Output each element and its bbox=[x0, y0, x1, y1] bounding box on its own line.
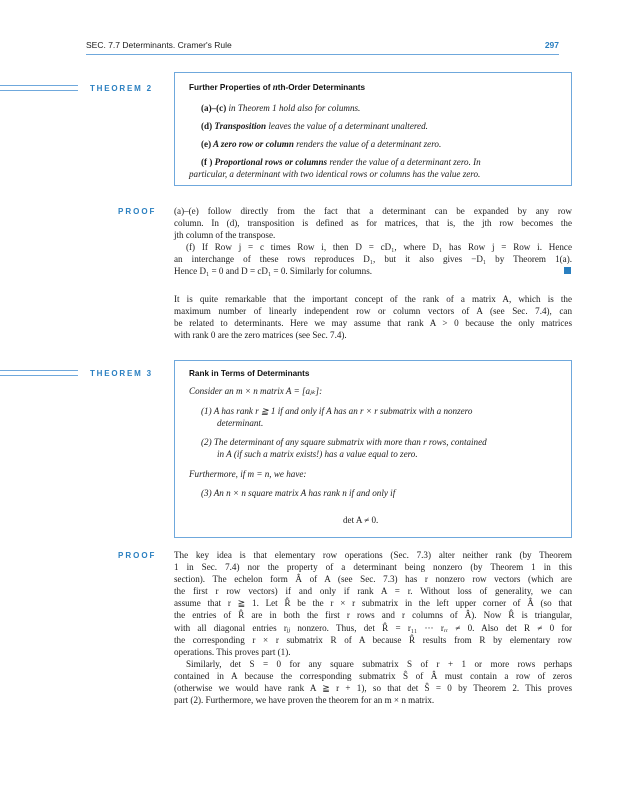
proof2-line: with all diagonal entries rⱼⱼ nonzero. Thus, det R̂ = r₁₁ ··· rᵣᵣ ≠ 0. Also det R ≠ 0 for bbox=[174, 622, 572, 633]
proof2-line: 1 in Sec. 7.4) nor the property of a determinant being nonzero (by Theorem 1 in this bbox=[174, 562, 572, 573]
theorem3-furthermore: Furthermore, if m = n, we have: bbox=[189, 469, 307, 479]
proof1-line: an interchange of these rows reproduces D₁, but it also gives −D₁ by Theorem 1(a). bbox=[174, 254, 572, 265]
theorem3-item2: (2) The determinant of any square submatrix with more than r rows, contained bbox=[201, 437, 487, 447]
proof2-line: The key idea is that elementary row operations (Sec. 7.3) alter neither rank (by Theorem bbox=[174, 550, 572, 560]
proof2-line: contained in A because the corresponding submatrix Ŝ of Â must contain a row of zeros bbox=[174, 670, 572, 681]
running-header bbox=[86, 40, 559, 54]
remark-line: It is quite remarkable that the important concept of the rank of a matrix A, which is the bbox=[174, 294, 572, 304]
theorem3-display-equation: det A ≠ 0. bbox=[343, 515, 379, 525]
theorem2-item-d: (d) Transposition leaves the value of a determinant unaltered. bbox=[201, 121, 428, 131]
proof2-text bbox=[174, 549, 572, 706]
proof1-line: column. In (d), transposition is defined as for matrices, that is, the jth row becomes the bbox=[174, 218, 572, 229]
theorem3-label: THEOREM 3 bbox=[90, 369, 153, 378]
theorem3-item2-cont: in A (if such a matrix exists!) has a value equal to zero. bbox=[217, 449, 418, 459]
theorem3-rule bbox=[0, 370, 78, 376]
remark-text bbox=[174, 293, 572, 341]
proof2-line: assume that r ≧ 1. Let R̂ be the r × r submatrix in the left upper corner of Â (so that bbox=[174, 598, 572, 609]
qed-square bbox=[564, 267, 571, 274]
proof2-line: operations. This proves part (1). bbox=[174, 646, 291, 657]
proof2-line: (otherwise we would have rank A ≧ r + 1), so that det Ŝ = 0 by Theorem 2. This proves bbox=[174, 683, 572, 694]
proof2-line: the first r row vectors) if and only if rank A = r. Without loss of generality, we can bbox=[174, 586, 572, 597]
proof1-line: (f) If Row j = c times Row i, then D = cD₁, where D₁ has Row j = Row i. Hence bbox=[186, 242, 572, 253]
theorem2-item-f: (f ) Proportional rows or columns render the value of a determinant zero. In bbox=[201, 157, 481, 167]
proof1-text bbox=[174, 205, 572, 278]
proof1-line: jth column of the transpose. bbox=[174, 230, 276, 241]
proof2-line: the entries of R̂ are in both the first r rows and r columns of Â). Now R̂ is triangular, bbox=[174, 610, 572, 621]
theorem2-title: Further Properties of nth-Order Determinants bbox=[189, 82, 366, 92]
theorem2-item-ac: (a)–(c) in Theorem 1 hold also for columns. bbox=[201, 103, 361, 113]
proof1-line: (a)–(e) follow directly from the fact that a determinant can be expanded by any row bbox=[174, 206, 572, 216]
proof2-line: section). The echelon form Â of A (see Sec. 7.3) has r nonzero row vectors (which are bbox=[174, 574, 572, 585]
remark-line: be related to determinants. Here we may assume that rank A > 0 because the only matrices bbox=[174, 318, 572, 329]
theorem2-box bbox=[174, 72, 572, 186]
theorem2-label: THEOREM 2 bbox=[90, 84, 153, 93]
proof2-label: PROOF bbox=[118, 551, 157, 560]
remark-line: maximum number of linearly independent row or column vectors of A (see Sec. 7.4), can bbox=[174, 306, 572, 317]
proof2-line: Similarly, det S = 0 for any square submatrix S of r + 1 or more rows perhaps bbox=[186, 658, 572, 669]
remark-line: with rank 0 are the zero matrices (see Sec. 7.4). bbox=[174, 330, 347, 341]
theorem2-rule bbox=[0, 85, 78, 91]
theorem3-item1: (1) A has rank r ≧ 1 if and only if A has an r × r submatrix with a nonzero bbox=[201, 406, 473, 416]
section-title: SEC. 7.7 Determinants. Cramer's Rule bbox=[86, 40, 232, 50]
theorem2-item-e: (e) A zero row or column renders the value of a determinant zero. bbox=[201, 139, 442, 149]
theorem3-intro: Consider an m × n matrix A = [aⱼₖ]: bbox=[189, 386, 323, 396]
proof2-line: the corresponding r × r submatrix R of A because R̂ results from R by elementary row bbox=[174, 634, 572, 645]
proof2-line: part (2). Furthermore, we have proven the theorem for an m × n matrix. bbox=[174, 695, 435, 706]
theorem3-box bbox=[174, 360, 572, 538]
page-number: 297 bbox=[544, 40, 559, 50]
theorem2-item-f-cont: particular, a determinant with two identical rows or columns has the value zero. bbox=[189, 169, 481, 179]
theorem3-item3: (3) An n × n square matrix A has rank n if and only if bbox=[201, 488, 396, 498]
theorem3-item1-cont: determinant. bbox=[217, 418, 264, 428]
header-rule bbox=[86, 54, 559, 55]
theorem3-title: Rank in Terms of Determinants bbox=[189, 369, 310, 378]
proof1-label: PROOF bbox=[118, 207, 157, 216]
proof1-line: Hence D₁ = 0 and D = cD₁ = 0. Similarly for columns. bbox=[174, 266, 373, 277]
